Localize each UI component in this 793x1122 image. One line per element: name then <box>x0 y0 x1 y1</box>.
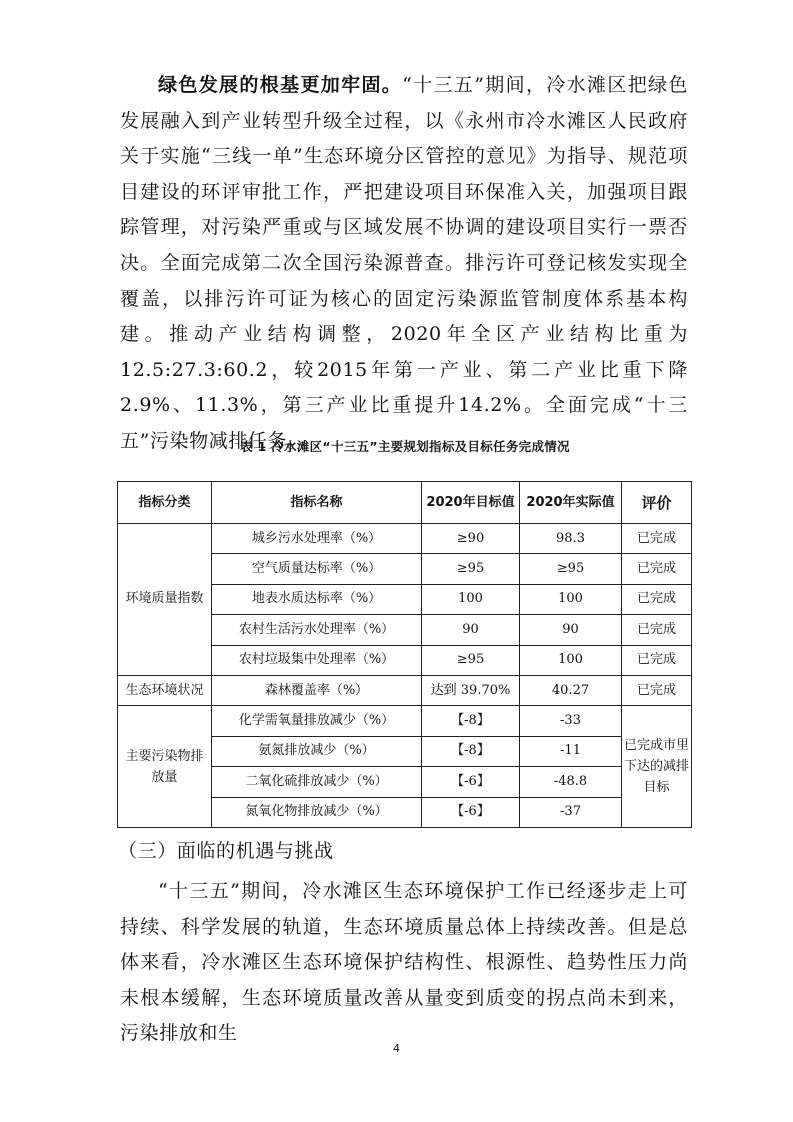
indicator-name: 森林覆盖率（%） <box>212 675 422 705</box>
indicator-name: 氮氧化物排放减少（%） <box>212 797 422 827</box>
table-row <box>118 706 692 736</box>
indicator-name: 氨氮排放减少（%） <box>212 736 422 766</box>
evaluation-cell: 已完成 <box>622 524 692 554</box>
target-value: 【-6】 <box>422 767 520 797</box>
indicator-name: 化学需氧量排放减少（%） <box>212 706 422 736</box>
table-row <box>118 675 692 705</box>
paragraph-challenges: “十三五”期间，冷水滩区生态环境保护工作已经逐步走上可持续、科学发展的轨道，生态环境质量总体上持续改善。但是总体来看，冷水滩区生态环境保护结构性、根源性、趋势性压力尚未根本缓解，生态环境质量改善从量变到质变的拐点尚未到来，污染排放和生 <box>120 880 688 1045</box>
target-value: ≥90 <box>422 524 520 554</box>
header-evaluation: 评价 <box>622 482 692 524</box>
evaluation-cell: 已完成 <box>622 675 692 705</box>
target-value: ≥95 <box>422 645 520 675</box>
actual-value: 100 <box>520 645 622 675</box>
indicator-name: 城乡污水处理率（%） <box>212 524 422 554</box>
target-value: 【-8】 <box>422 706 520 736</box>
header-target: 2020年目标值 <box>422 482 520 524</box>
section-heading: （三）面临的机遇与挑战 <box>118 840 334 862</box>
paragraph-body: “十三五”期间，冷水滩区把绿色发展融入到产业转型升级全过程，以《永州市冷水滩区人民政府关于实施“三线一单”生态环境分区管控的意见》为指导、规范项目建设的环评审批工作，严把建设项目环保准入关，加强项目跟踪管理，对污染严重或与区域发展不协调的建设项目实行一票否决。全面完成第二次全国污染源普查。排污许可登记核发实现全覆盖，以排污许可证为核心的固定污染源监管制度体系基本构建。推动产业结构调整，2020年全区产业结构比重为12.5:27.3:60.2，较2015年第一产业、第二产业比重下降2.9%、11.3%，第三产业比重提升14.2%。全面完成“十三五”污染物减排任务。 <box>120 74 688 452</box>
actual-value: ≥95 <box>520 554 622 584</box>
evaluation-cell: 已完成 <box>622 645 692 675</box>
target-value: 90 <box>422 615 520 645</box>
category-cell: 环境质量指数 <box>118 524 212 676</box>
actual-value: -33 <box>520 706 622 736</box>
category-cell: 主要污染物排放量 <box>118 706 212 828</box>
evaluation-cell: 已完成市里下达的减排目标 <box>622 706 692 828</box>
header-name: 指标名称 <box>212 482 422 524</box>
actual-value: 100 <box>520 584 622 614</box>
page-number: 4 <box>393 1042 400 1055</box>
paragraph-green-development <box>120 68 688 460</box>
indicator-table <box>117 481 692 828</box>
evaluation-cell: 已完成 <box>622 554 692 584</box>
actual-value: -11 <box>520 736 622 766</box>
indicator-name: 地表水质达标率（%） <box>212 584 422 614</box>
actual-value: 90 <box>520 615 622 645</box>
header-category: 指标分类 <box>118 482 212 524</box>
evaluation-cell: 已完成 <box>622 615 692 645</box>
indicator-name: 空气质量达标率（%） <box>212 554 422 584</box>
header-actual: 2020年实际值 <box>520 482 622 524</box>
indicator-name: 二氧化硫排放减少（%） <box>212 767 422 797</box>
indicator-name: 农村生活污水处理率（%） <box>212 615 422 645</box>
target-value: 达到 39.70% <box>422 675 520 705</box>
indicator-name: 农村垃圾集中处理率（%） <box>212 645 422 675</box>
category-cell: 生态环境状况 <box>118 675 212 705</box>
target-value: 【-8】 <box>422 736 520 766</box>
actual-value: -48.8 <box>520 767 622 797</box>
evaluation-cell: 已完成 <box>622 584 692 614</box>
actual-value: 40.27 <box>520 675 622 705</box>
actual-value: -37 <box>520 797 622 827</box>
paragraph-lead: 绿色发展的根基更加牢固。 <box>158 74 403 96</box>
target-value: 100 <box>422 584 520 614</box>
table-header-row <box>118 482 692 524</box>
actual-value: 98.3 <box>520 524 622 554</box>
target-value: ≥95 <box>422 554 520 584</box>
table-row <box>118 524 692 554</box>
table-caption: 表 1 冷水滩区“十三五”主要规划指标及目标任务完成情况 <box>240 439 570 454</box>
target-value: 【-6】 <box>422 797 520 827</box>
